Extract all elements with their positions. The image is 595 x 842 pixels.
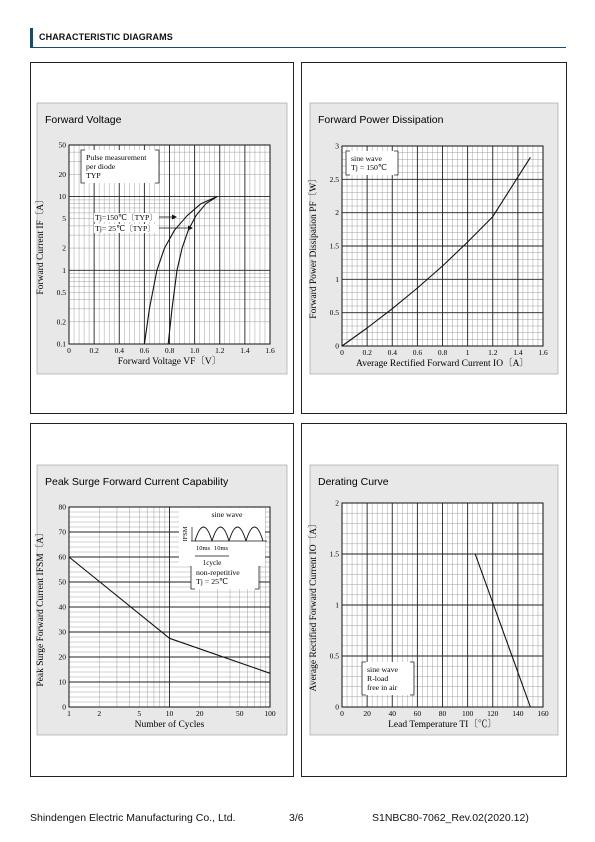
- note-text: Tj = 150℃: [351, 163, 387, 172]
- legend-label: Tj= 25℃〔TYP〕: [95, 224, 156, 233]
- x-tick-label: 0.2: [89, 346, 99, 355]
- x-tick-label: 1.6: [265, 346, 275, 355]
- x-tick-label: 0.2: [362, 348, 372, 357]
- y-tick-label: 0.5: [329, 651, 339, 661]
- y-axis-label: Average Rectified Forward Current IO〔A〕: [309, 518, 319, 692]
- footer-company: Shindengen Electric Manufacturing Co., Ltd.: [30, 812, 236, 824]
- note-text: TYP: [86, 171, 101, 180]
- y-tick-label: 2.5: [329, 174, 339, 184]
- forward-voltage-chart: [31, 63, 293, 413]
- x-tick-label: 0: [340, 348, 344, 357]
- x-tick-label: 100: [264, 709, 276, 718]
- y-tick-label: 2: [62, 243, 66, 253]
- x-tick-label: 1: [67, 709, 71, 718]
- y-tick-label: 30: [58, 627, 66, 637]
- y-tick-label: 1: [335, 274, 339, 284]
- x-tick-label: 0.4: [114, 346, 124, 355]
- x-tick-label: 1.2: [488, 348, 498, 357]
- x-tick-label: 1.0: [189, 346, 200, 355]
- x-tick-label: 0.4: [387, 348, 397, 357]
- chart-panel-forward-power: [301, 62, 567, 414]
- y-tick-label: 0.5: [329, 308, 339, 318]
- derating-chart: [302, 424, 566, 776]
- y-tick-label: 1.5: [329, 241, 339, 251]
- x-tick-label: 0.8: [164, 346, 175, 355]
- y-tick-label: 40: [58, 602, 66, 612]
- note-text: sine wave: [351, 154, 382, 163]
- x-axis-label: Average Rectified Forward Current IO〔A〕: [356, 359, 529, 369]
- chart-title: Derating Curve: [318, 476, 389, 488]
- x-tick-label: 1: [465, 348, 470, 357]
- y-tick-label: 10: [58, 192, 66, 202]
- x-tick-label: 50: [235, 709, 244, 718]
- y-tick-label: 0: [335, 702, 339, 712]
- chart-title: Forward Power Dissipation: [318, 114, 444, 126]
- forward-power-chart: [302, 63, 566, 413]
- y-tick-label: 20: [58, 652, 66, 662]
- y-tick-label: 0: [62, 702, 66, 712]
- x-axis-label: Lead Temperature TI〔℃〕: [388, 720, 497, 730]
- inset-time-label-2: 10ms: [213, 545, 229, 552]
- y-tick-label: 1.5: [329, 549, 339, 559]
- inset-cycle-label: 1cycle: [202, 559, 222, 567]
- footer-doc-number: S1NBC80-7062_Rev.02(2020.12): [372, 812, 529, 824]
- y-tick-label: 60: [58, 552, 66, 562]
- y-tick-label: 5: [62, 214, 66, 224]
- header-rule: [33, 47, 566, 48]
- x-tick-label: 1.6: [538, 348, 548, 357]
- y-tick-label: 50: [58, 140, 66, 150]
- section-header: [30, 28, 566, 48]
- y-tick-label: 2: [335, 208, 339, 218]
- x-tick-label: 1.4: [240, 346, 250, 355]
- x-tick-label: 80: [438, 709, 447, 718]
- note-text: sine wave: [367, 665, 398, 674]
- note-text: R-load: [367, 674, 389, 683]
- note-text: free in air: [367, 683, 398, 692]
- note-text: Tj = 25℃: [196, 577, 228, 586]
- chart-panel-forward-voltage: [30, 62, 294, 414]
- header-accent-bar: [30, 28, 33, 48]
- x-tick-label: 5: [137, 709, 142, 718]
- surge-current-chart: [31, 424, 293, 776]
- x-tick-label: 140: [512, 709, 524, 718]
- x-tick-label: 100: [462, 709, 474, 718]
- y-tick-label: 50: [58, 577, 66, 587]
- x-axis-label: Number of Cycles: [134, 720, 205, 730]
- x-tick-label: 0: [67, 346, 71, 355]
- x-tick-label: 10: [165, 709, 174, 718]
- note-text: non-repetitive: [196, 568, 240, 577]
- x-tick-label: 2: [97, 709, 102, 718]
- x-tick-label: 120: [487, 709, 499, 718]
- note-text: Pulse measurement: [86, 153, 147, 162]
- chart-panel-derating: [301, 423, 567, 777]
- x-tick-label: 1.4: [513, 348, 523, 357]
- note-text: per diode: [86, 162, 116, 171]
- x-tick-label: 0.6: [412, 348, 423, 357]
- chart-title: Forward Voltage: [45, 114, 122, 126]
- section-title: CHARACTERISTIC DIAGRAMS: [39, 32, 173, 42]
- chart-panel-surge-current: [30, 423, 294, 777]
- x-tick-label: 0: [340, 709, 344, 718]
- x-tick-label: 160: [537, 709, 549, 718]
- y-tick-label: 0.5: [56, 287, 66, 297]
- x-tick-label: 40: [388, 709, 396, 718]
- x-tick-label: 60: [413, 709, 422, 718]
- y-tick-label: 2: [335, 498, 339, 508]
- y-tick-label: 10: [58, 677, 66, 687]
- y-axis-label: Forward Power Dissipation PF〔W〕: [309, 173, 319, 319]
- y-tick-label: 80: [58, 502, 66, 512]
- y-tick-label: 0.2: [56, 317, 66, 327]
- footer-page: 3/6: [289, 812, 304, 824]
- y-axis-label: Forward Current IF〔A〕: [36, 194, 46, 295]
- x-tick-label: 1.2: [215, 346, 225, 355]
- y-tick-label: 0: [335, 341, 339, 351]
- x-tick-label: 20: [196, 709, 204, 718]
- inset-time-label-1: 10ms: [195, 545, 211, 552]
- inset-wave-label: sine wave: [211, 510, 243, 519]
- y-tick-label: 0.1: [56, 339, 66, 349]
- inset-ifsm-label: IFSM: [182, 526, 189, 542]
- chart-title: Peak Surge Forward Current Capability: [45, 476, 229, 488]
- y-axis-label: Peak Surge Forward Current IFSM〔A〕: [36, 527, 46, 687]
- y-tick-label: 1: [62, 265, 66, 275]
- y-tick-label: 3: [335, 141, 339, 151]
- y-tick-label: 20: [58, 169, 66, 179]
- y-tick-label: 1: [335, 600, 339, 610]
- x-tick-label: 0.6: [139, 346, 150, 355]
- y-tick-label: 70: [58, 527, 66, 537]
- x-tick-label: 20: [363, 709, 371, 718]
- x-tick-label: 0.8: [437, 348, 448, 357]
- legend-label: Tj=150℃〔TYP〕: [95, 213, 158, 222]
- x-axis-label: Forward Voltage VF〔V〕: [117, 357, 222, 367]
